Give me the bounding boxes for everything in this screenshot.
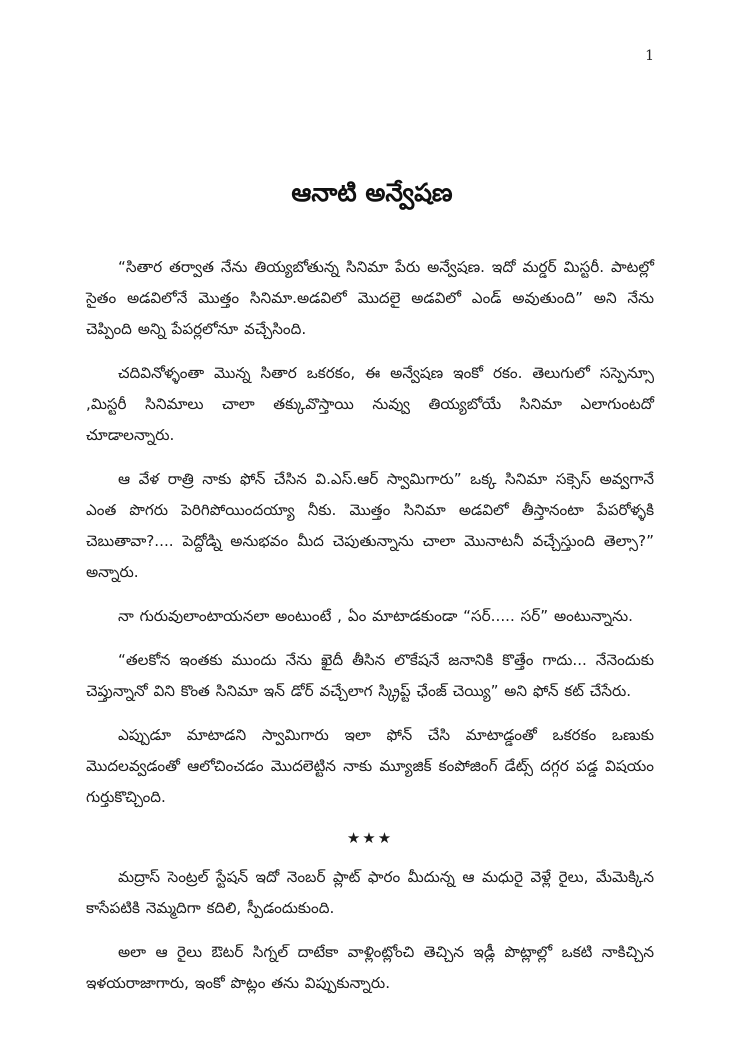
paragraph: అలా ఆ రైలు ఔటర్ సిగ్నల్ దాటేకా వాళ్లింట్లోంచి తెచ్చిన ఇడ్లీ పొట్లాల్లో ఒకటి నాకిచ్చిన ఇళయరాజాగారు, ఇంకో పొట్లం తను విప్పుకున్నారు. bbox=[86, 943, 654, 992]
paragraph: “తలకోన ఇంతకు ముందు నేను ఖైదీ తీసిన లొకేషనే జనానికి కొత్తేం గాదు... నేనెందుకు చెప్తున్నానో విని కొంత సినిమా ఇన్ డోర్ వచ్చేలాగ స్క్రిప్ట్ ఛేంజ్ చెయ్యి” అని ఫోన్ కట్ చేసేరు. bbox=[86, 651, 654, 700]
paragraph: “సితార తర్వాత నేను తియ్యబోతున్న సినిమా పేరు అన్వేషణ. ఇదో మర్డర్ మిస్టరీ. పాటల్లో సైతం అడవిలోనే మొత్తం సినిమా.అడవిలో మొదలై అడవిలో ఎండ్ అవుతుంది” అని నేను చెప్పింది అన్ని పేపర్లలోనూ వచ్చేసింది. bbox=[86, 258, 654, 338]
paragraph: నా గురువులాంటాయనలా అంటుంటే , ఏం మాటాడకుండా “సర్..... సర్” అంటున్నాను. bbox=[118, 607, 633, 625]
document-body bbox=[86, 252, 654, 1012]
paragraph: చదివినోళ్ళంతా మొన్న సితార ఒకరకం, ఈ అన్వేషణ ఇంకో రకం. తెలుగులో సస్పెన్సూ ,మిస్టరీ సినిమాలు చాలా తక్కువొస్తాయి నువ్వు తియ్యబోయే సినిమా ఎలాగుంటదో చూడాలన్నారు. bbox=[86, 364, 654, 444]
section-separator: ★★★ bbox=[346, 829, 394, 847]
paragraph: ఎప్పుడూ మాటాడని స్వామిగారు ఇలా ఫోన్ చేసి మాటాడ్డంతో ఒకరకం ఒణుకు మొదలవ్వడంతో ఆలోచించడం మొదలెట్టిన నాకు మ్యూజిక్ కంపోజింగ్ డేట్స్ దగ్గర పడ్డ విషయం గుర్తుకొచ్చింది. bbox=[86, 726, 654, 806]
paragraph: మద్రాస్ సెంట్రల్ స్టేషన్ ఇదో నెంబర్ ప్లాట్ ఫారం మీదున్న ఆ మధురై వెళ్లే రైలు, మేమెక్కిన కాసేపటికి నెమ్మదిగా కదిలి, స్పీడందుకుంది. bbox=[86, 868, 654, 917]
paragraph: ఆ వేళ రాత్రి నాకు ఫోన్ చేసిన వి.ఎస్.ఆర్ స్వామిగారు” ఒక్క సినిమా సక్సెస్ అవ్వగానే ఎంత పొగరు పెరిగిపోయిందయ్యా నీకు. మొత్తం సినిమా అడవిలో తీస్తానంటా పేపరోళ్ళకి చెబుతావా?.... పెద్దోడ్ని అనుభవం మీద చెపుతున్నాను చాలా మొనాటనీ వచ్చేస్తుంది తెల్సా?” అన్నారు. bbox=[86, 470, 654, 581]
page-number: 1 bbox=[645, 48, 654, 64]
chapter-title: ఆనాటి అన్వేషణ bbox=[291, 178, 453, 207]
